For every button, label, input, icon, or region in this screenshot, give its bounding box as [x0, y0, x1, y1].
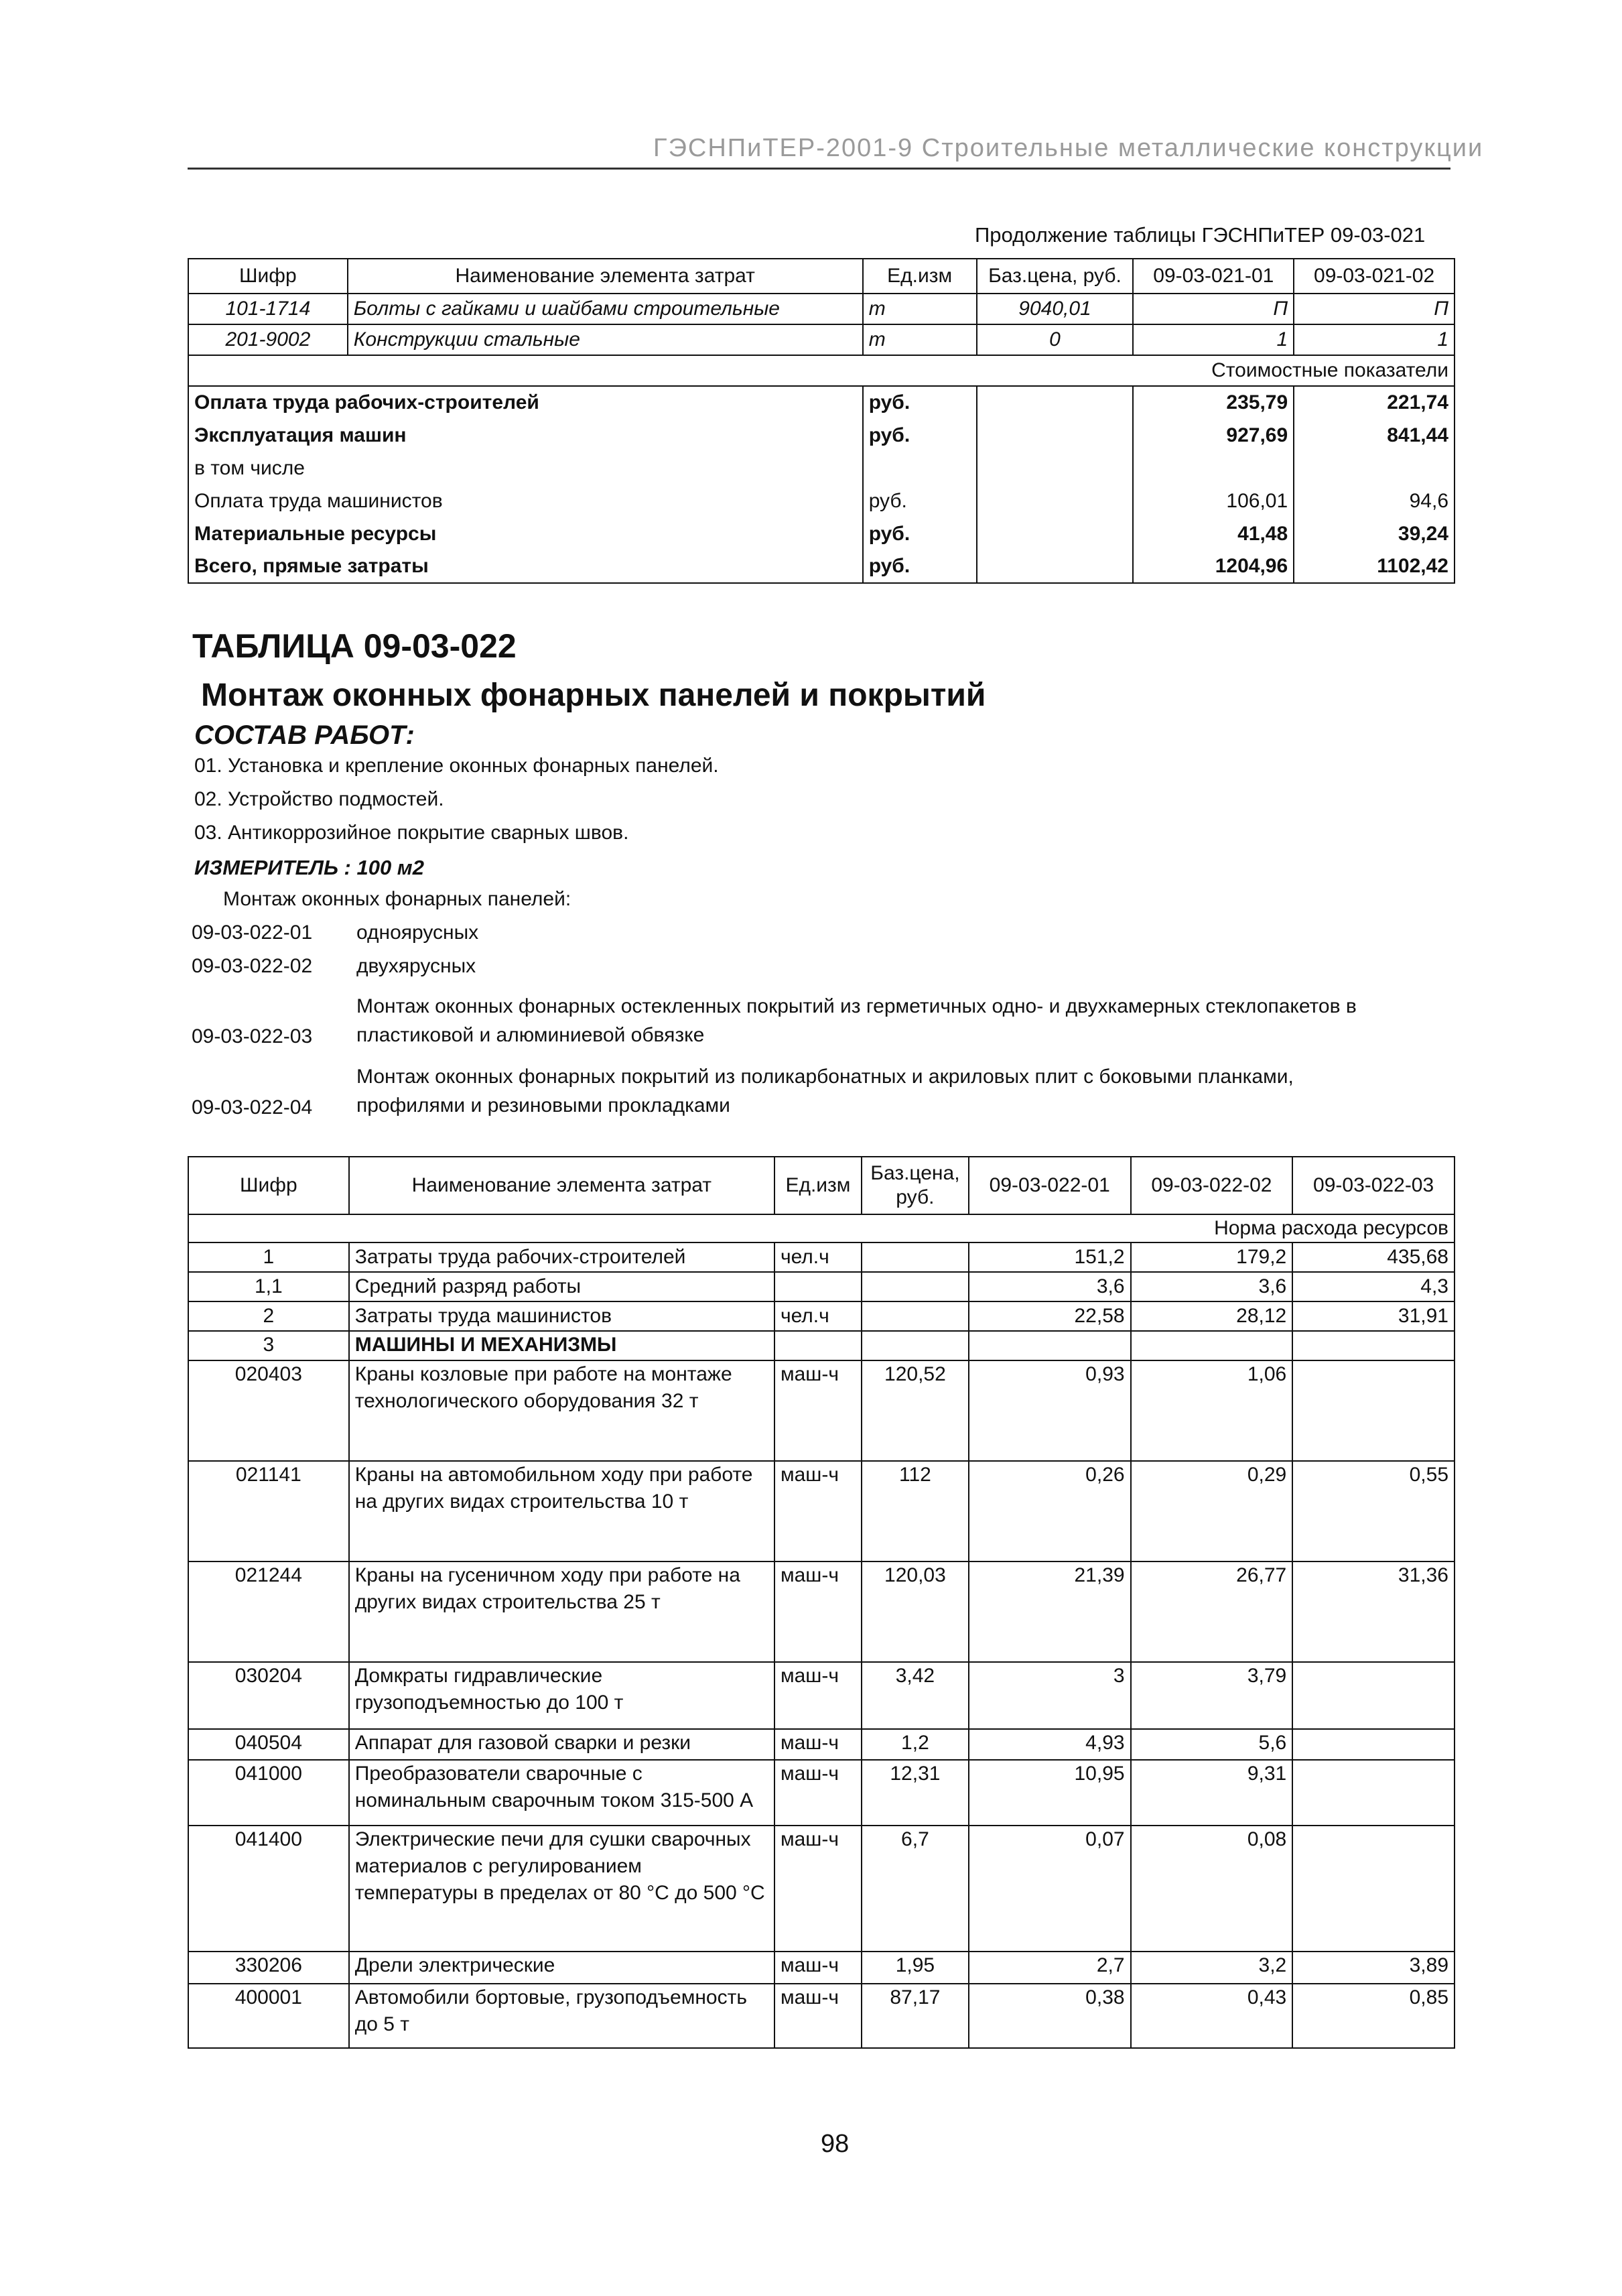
cell-code: 021244 [188, 1561, 349, 1662]
table-row [188, 1952, 1455, 1984]
cell-value: 106,01 [1133, 485, 1294, 517]
cell-code: 041400 [188, 1826, 349, 1952]
table-row [188, 452, 1455, 485]
col-header: Ед.изм [863, 259, 977, 294]
table-row [188, 550, 1455, 583]
cell-value: 9,31 [1131, 1760, 1293, 1826]
cell-unit: чел.ч [774, 1242, 862, 1272]
col-header: 09-03-022-03 [1292, 1157, 1455, 1214]
section-label: Норма расхода ресурсов [188, 1214, 1455, 1242]
cell-value: 221,74 [1294, 386, 1455, 419]
cell-value: 927,69 [1133, 419, 1294, 452]
col-header: 09-03-022-01 [969, 1157, 1131, 1214]
cell-code: 021141 [188, 1461, 349, 1561]
cell-price [977, 517, 1134, 550]
cell-value: 0,55 [1292, 1461, 1455, 1561]
cell-value: 4,3 [1292, 1272, 1455, 1301]
montage-label: Монтаж оконных фонарных панелей: [223, 888, 571, 910]
code-description: пластиковой и алюминиевой обвязке [356, 1024, 705, 1046]
cell-value [1294, 452, 1455, 485]
col-header: 09-03-021-01 [1133, 259, 1294, 294]
code-number: 09-03-022-01 [192, 921, 313, 944]
cell-value: 31,91 [1292, 1301, 1455, 1331]
cell-value [1292, 1826, 1455, 1952]
cell-value: 0,07 [969, 1826, 1131, 1952]
header-divider [188, 168, 1450, 170]
cell-value: 10,95 [969, 1760, 1131, 1826]
cell-code: 020403 [188, 1360, 349, 1461]
cell-value: 0,38 [969, 1984, 1131, 2048]
cell-unit [863, 452, 977, 485]
cell-name: Дрели электрические [349, 1952, 774, 1984]
cell-value: 39,24 [1294, 517, 1455, 550]
cell-name: Краны на гусеничном ходу при работе на других видах строительства 25 т [349, 1561, 774, 1662]
cell-unit: маш-ч [774, 1729, 862, 1760]
cell-value: 5,6 [1131, 1729, 1293, 1760]
cell-name: Всего, прямые затраты [188, 550, 863, 583]
cell-value [969, 1331, 1131, 1360]
cell-unit: маш-ч [774, 1461, 862, 1561]
cell-code: 041000 [188, 1760, 349, 1826]
cell-name: Конструкции стальные [348, 324, 863, 355]
cell-value: 0,43 [1131, 1984, 1293, 2048]
table-row [188, 1760, 1455, 1826]
cell-price: 6,7 [862, 1826, 969, 1952]
table-subtitle: Монтаж оконных фонарных панелей и покрытий [201, 678, 986, 713]
cell-unit: маш-ч [774, 1662, 862, 1729]
page-number: 98 [821, 2130, 850, 2158]
cell-unit: руб. [863, 517, 977, 550]
cell-code: 330206 [188, 1952, 349, 1984]
cell-name: Затраты труда рабочих-строителей [349, 1242, 774, 1272]
col-header: Ед.изм [774, 1157, 862, 1214]
cell-price [862, 1242, 969, 1272]
cell-value [1292, 1662, 1455, 1729]
cell-unit: т [863, 294, 977, 324]
cell-unit: маш-ч [774, 1984, 862, 2048]
cell-name: Оплата труда машинистов [188, 485, 863, 517]
col-header: Наименование элемента затрат [349, 1157, 774, 1214]
cell-value: 21,39 [969, 1561, 1131, 1662]
cell-name: в том числе [188, 452, 863, 485]
cell-unit: чел.ч [774, 1301, 862, 1331]
cell-value: 1102,42 [1294, 550, 1455, 583]
cell-price: 1,2 [862, 1729, 969, 1760]
cell-value: 3,2 [1131, 1952, 1293, 1984]
cell-unit: маш-ч [774, 1360, 862, 1461]
table-title: ТАБЛИЦА 09-03-022 [192, 627, 517, 665]
cell-name: Затраты труда машинистов [349, 1301, 774, 1331]
cell-value: 1204,96 [1133, 550, 1294, 583]
cell-value: 3,6 [1131, 1272, 1293, 1301]
cell-price: 120,52 [862, 1360, 969, 1461]
cell-value: 4,93 [969, 1729, 1131, 1760]
cell-price [977, 550, 1134, 583]
table-row [188, 1242, 1455, 1272]
cell-name: Краны на автомобильном ходу при работе на других видах строительства 10 т [349, 1461, 774, 1561]
cell-code: 2 [188, 1301, 349, 1331]
cell-value [1292, 1360, 1455, 1461]
cell-value [1133, 452, 1294, 485]
table-row [188, 419, 1455, 452]
cell-unit [774, 1331, 862, 1360]
cell-value: 1 [1133, 324, 1294, 355]
cell-name: МАШИНЫ И МЕХАНИЗМЫ [349, 1331, 774, 1360]
continuation-caption: Продолжение таблицы ГЭСНПиТЕР 09-03-021 [975, 223, 1426, 247]
cell-name: Аппарат для газовой сварки и резки [349, 1729, 774, 1760]
cell-value: 2,7 [969, 1952, 1131, 1984]
cell-price: 3,42 [862, 1662, 969, 1729]
cell-value: 1 [1294, 324, 1455, 355]
table-header-row [188, 259, 1455, 294]
code-description: одноярусных [356, 921, 479, 944]
table-row [188, 485, 1455, 517]
cell-price [977, 386, 1134, 419]
cell-value: П [1133, 294, 1294, 324]
cell-name: Автомобили бортовые, грузоподъемность до 5 т [349, 1984, 774, 2048]
work-item: 03. Антикоррозийное покрытие сварных швов. [194, 822, 629, 844]
cell-value: 0,93 [969, 1360, 1131, 1461]
cell-value: 3,89 [1292, 1952, 1455, 1984]
cell-unit: руб. [863, 550, 977, 583]
cell-unit: маш-ч [774, 1561, 862, 1662]
cell-value: 3,79 [1131, 1662, 1293, 1729]
cell-price [977, 485, 1134, 517]
cell-value [1292, 1729, 1455, 1760]
table-row [188, 1984, 1455, 2048]
cell-price [862, 1331, 969, 1360]
page-header: ГЭСНПиТЕР-2001-9 Строительные металлические конструкции [653, 134, 1484, 162]
cell-value: П [1294, 294, 1455, 324]
table-row [188, 324, 1455, 355]
cell-value: 0,85 [1292, 1984, 1455, 2048]
section-label: Стоимостные показатели [188, 355, 1455, 386]
cell-unit: маш-ч [774, 1826, 862, 1952]
cell-price [862, 1272, 969, 1301]
table-row [188, 1662, 1455, 1729]
table-row [188, 517, 1455, 550]
cell-price: 112 [862, 1461, 969, 1561]
cell-value: 1,06 [1131, 1360, 1293, 1461]
works-title: СОСТАВ РАБОТ: [194, 720, 415, 750]
cell-unit: руб. [863, 419, 977, 452]
cell-value: 3 [969, 1662, 1131, 1729]
cell-value [1292, 1760, 1455, 1826]
table-row [188, 1331, 1455, 1360]
cell-name: Домкраты гидравлические грузоподъемностью до 100 т [349, 1662, 774, 1729]
cell-value: 22,58 [969, 1301, 1131, 1331]
col-header: Баз.цена, руб. [862, 1157, 969, 1214]
cell-unit: т [863, 324, 977, 355]
cell-value: 151,2 [969, 1242, 1131, 1272]
col-header: Наименование элемента затрат [348, 259, 863, 294]
code-description: двухярусных [356, 955, 476, 977]
cell-value: 28,12 [1131, 1301, 1293, 1331]
cell-value: 31,36 [1292, 1561, 1455, 1662]
cell-code: 030204 [188, 1662, 349, 1729]
cell-price: 120,03 [862, 1561, 969, 1662]
cell-name: Краны козловые при работе на монтаже технологического оборудования 32 т [349, 1360, 774, 1461]
cell-unit: маш-ч [774, 1952, 862, 1984]
col-header: Баз.цена, руб. [977, 259, 1134, 294]
cell-price: 12,31 [862, 1760, 969, 1826]
cell-name: Средний разряд работы [349, 1272, 774, 1301]
code-number: 09-03-022-02 [192, 955, 313, 977]
code-description: Монтаж оконных фонарных остекленных покрытий из герметичных одно- и двухкамерных стеклопакетов в [356, 995, 1357, 1017]
table-row [188, 1729, 1455, 1760]
cell-name: Материальные ресурсы [188, 517, 863, 550]
section-row [188, 1214, 1455, 1242]
code-description: профилями и резиновыми прокладками [356, 1094, 730, 1117]
cell-value: 435,68 [1292, 1242, 1455, 1272]
cell-name: Оплата труда рабочих-строителей [188, 386, 863, 419]
cell-value: 26,77 [1131, 1561, 1293, 1662]
cell-name: Болты с гайками и шайбами строительные [348, 294, 863, 324]
work-item: 01. Установка и крепление оконных фонарных панелей. [194, 755, 719, 777]
table-09-03-022 [188, 1156, 1455, 2049]
cell-code: 400001 [188, 1984, 349, 2048]
code-number: 09-03-022-03 [192, 1025, 313, 1047]
table-row [188, 1561, 1455, 1662]
cell-unit [774, 1272, 862, 1301]
cell-value: 841,44 [1294, 419, 1455, 452]
cell-value [1131, 1331, 1293, 1360]
col-header: 09-03-022-02 [1131, 1157, 1293, 1214]
cell-value: 235,79 [1133, 386, 1294, 419]
table-row [188, 386, 1455, 419]
table-row [188, 1301, 1455, 1331]
cell-value: 3,6 [969, 1272, 1131, 1301]
cell-price: 87,17 [862, 1984, 969, 2048]
table-row [188, 1272, 1455, 1301]
measure-unit: ИЗМЕРИТЕЛЬ : 100 м2 [194, 856, 424, 879]
cell-price: 9040,01 [977, 294, 1134, 324]
cell-unit: маш-ч [774, 1760, 862, 1826]
table-09-03-021 [188, 258, 1455, 584]
cell-name: Электрические печи для сушки сварочных материалов с регулированием температуры в пределах от 80 °С до 500 °С [349, 1826, 774, 1952]
cell-value [1292, 1331, 1455, 1360]
cell-name: Эксплуатация машин [188, 419, 863, 452]
cell-code: 040504 [188, 1729, 349, 1760]
col-header: Шифр [188, 1157, 349, 1214]
col-header: Шифр [188, 259, 348, 294]
cell-code: 201-9002 [188, 324, 348, 355]
code-number: 09-03-022-04 [192, 1096, 313, 1119]
cell-value: 41,48 [1133, 517, 1294, 550]
cell-value: 0,29 [1131, 1461, 1293, 1561]
table-row [188, 1826, 1455, 1952]
col-header: 09-03-021-02 [1294, 259, 1455, 294]
cell-code: 3 [188, 1331, 349, 1360]
cell-unit: руб. [863, 386, 977, 419]
table-header-row [188, 1157, 1455, 1214]
cell-price [977, 419, 1134, 452]
section-row [188, 355, 1455, 386]
work-item: 02. Устройство подмостей. [194, 788, 444, 810]
cell-code: 1,1 [188, 1272, 349, 1301]
cell-unit: руб. [863, 485, 977, 517]
cell-price: 1,95 [862, 1952, 969, 1984]
cell-code: 101-1714 [188, 294, 348, 324]
cell-value: 0,26 [969, 1461, 1131, 1561]
cell-code: 1 [188, 1242, 349, 1272]
cell-value: 94,6 [1294, 485, 1455, 517]
cell-value: 179,2 [1131, 1242, 1293, 1272]
table-row [188, 1461, 1455, 1561]
cell-price: 0 [977, 324, 1134, 355]
table-row [188, 294, 1455, 324]
cell-price [977, 452, 1134, 485]
code-description: Монтаж оконных фонарных покрытий из поликарбонатных и акриловых плит с боковыми планками, [356, 1066, 1294, 1088]
cell-name: Преобразователи сварочные с номинальным сварочным током 315-500 А [349, 1760, 774, 1826]
cell-price [862, 1301, 969, 1331]
cell-value: 0,08 [1131, 1826, 1293, 1952]
table-row [188, 1360, 1455, 1461]
